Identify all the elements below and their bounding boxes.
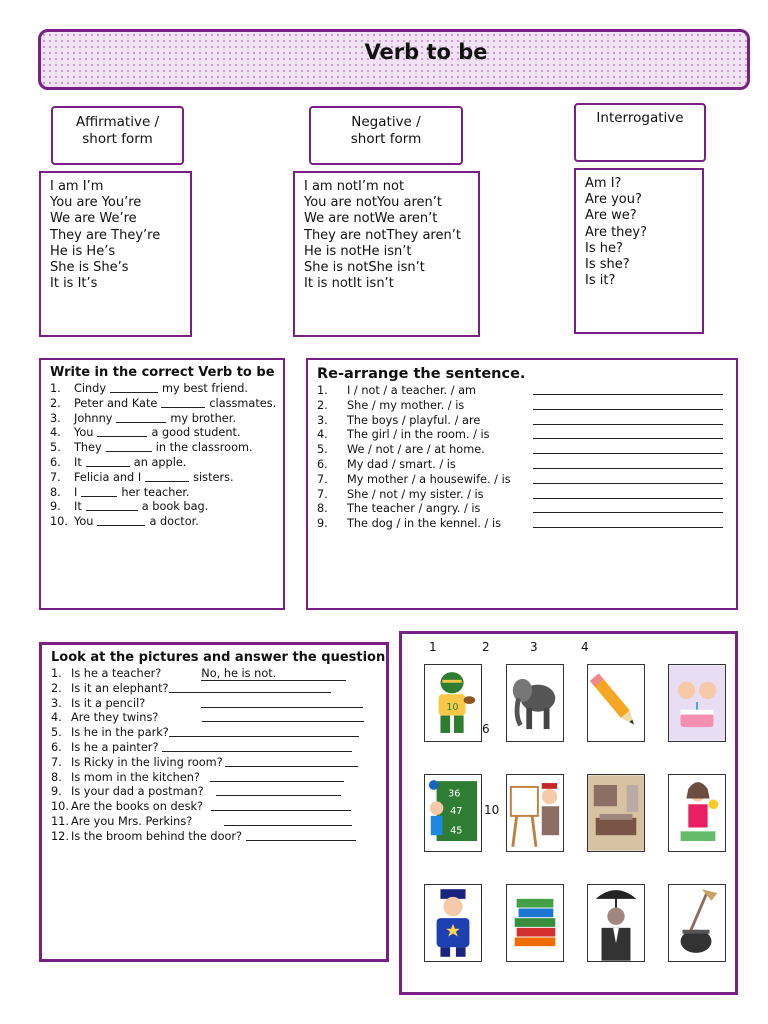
form-line: He is He’s <box>50 243 116 259</box>
item-words: She / my mother. / is <box>347 398 465 412</box>
answer-blank[interactable] <box>533 399 723 410</box>
exercise-list <box>51 667 386 845</box>
answer-blank[interactable] <box>162 741 352 752</box>
item-words: The teacher / angry. / is <box>347 502 481 516</box>
item-number: 7. <box>317 472 328 486</box>
item-words: The dog / in the kennel. / is <box>347 517 501 531</box>
answer-blank[interactable] <box>533 414 723 425</box>
exercise-list <box>50 382 283 530</box>
math-boy-picture <box>424 774 482 852</box>
negative-forms <box>293 171 480 337</box>
item-rest: classmates. <box>209 396 277 410</box>
item-number: 7. <box>51 755 62 769</box>
painter-picture <box>506 774 564 852</box>
form-line: She is notShe isn’t <box>304 260 425 276</box>
item-words: I / not / a teacher. / am <box>347 384 477 397</box>
item-rest: a good student. <box>151 426 241 440</box>
exercise-fill-verb <box>39 358 285 610</box>
exercise-item <box>317 473 736 488</box>
answer-blank[interactable] <box>202 711 364 722</box>
item-number: 5. <box>51 726 62 740</box>
item-number: 2. <box>50 396 61 410</box>
svg-text:45: 45 <box>450 825 463 837</box>
item-number: 6. <box>51 740 62 754</box>
exercise-item <box>317 488 736 503</box>
man-umbrella-picture <box>587 884 645 962</box>
item-rest: a doctor. <box>149 515 199 529</box>
item-subject: You <box>74 515 94 529</box>
item-number: 1. <box>50 382 61 395</box>
form-line: They are They’re <box>50 227 161 243</box>
exercise-list <box>317 384 736 532</box>
answer-blank[interactable] <box>116 412 166 423</box>
item-question: Are you Mrs. Perkins? <box>71 814 193 828</box>
exercise-item <box>317 517 736 532</box>
picture-number: 3 <box>530 640 538 654</box>
form-line: She is She’s <box>50 260 129 276</box>
exercise-title: Re-arrange the sentence. <box>317 366 526 382</box>
picture-number: 6 <box>482 722 490 736</box>
form-line: Is it? <box>585 273 616 289</box>
item-subject: It <box>74 500 82 514</box>
answer-blank[interactable] <box>169 682 331 693</box>
answer-blank[interactable] <box>216 785 341 796</box>
twins-cake-picture <box>668 664 726 742</box>
item-words: She / not / my sister. / is <box>347 487 484 501</box>
form-line: I am I’m <box>50 179 104 194</box>
item-rest: my brother. <box>170 411 236 425</box>
item-number: 3. <box>317 413 328 427</box>
answer-blank[interactable] <box>86 500 138 511</box>
item-number: 5. <box>50 441 61 455</box>
item-number: 4. <box>51 711 62 725</box>
answer-blank[interactable] <box>210 771 344 782</box>
item-number: 10. <box>51 800 69 814</box>
living-room-picture <box>587 774 645 852</box>
item-subject: Felicia and I <box>74 470 142 484</box>
exercise-item <box>51 771 386 786</box>
answer-blank[interactable] <box>533 502 723 513</box>
header-line: short form <box>82 131 153 147</box>
answer-blank[interactable] <box>97 515 145 526</box>
form-line: Are we? <box>585 208 637 224</box>
answer-blank[interactable] <box>110 382 158 393</box>
item-number: 9. <box>50 500 61 514</box>
header-line: Affirmative / <box>75 114 160 130</box>
item-number: 12. <box>51 829 69 843</box>
header-line: Interrogative <box>596 110 684 126</box>
form-line: We are notWe aren’t <box>304 211 438 227</box>
item-words: We / not / are / at home. <box>347 443 485 457</box>
answer-blank[interactable] <box>533 488 723 499</box>
exercise-item <box>51 741 386 756</box>
form-line: We are We’re <box>50 211 137 227</box>
svg-text:36: 36 <box>448 788 461 800</box>
header-line: Negative / <box>351 114 421 130</box>
police-officer-picture <box>424 884 482 962</box>
form-line: Are you? <box>585 192 642 208</box>
item-number: 8. <box>50 485 61 499</box>
item-subject: Cindy <box>74 382 107 395</box>
form-line: I am notI’m not <box>304 179 405 194</box>
mom-kitchen-picture <box>668 774 726 852</box>
answer-blank[interactable] <box>81 486 117 497</box>
item-number: 2. <box>51 681 62 695</box>
exercise-title: Look at the pictures and answer the question <box>51 650 386 665</box>
item-number: 7. <box>50 470 61 484</box>
item-question: Is the broom behind the door? <box>71 829 243 843</box>
answer-text[interactable]: No, he is not. <box>201 667 346 681</box>
item-subject: Peter and Kate <box>74 396 158 410</box>
item-rest: my best friend. <box>162 382 248 395</box>
answer-blank[interactable] <box>86 456 130 467</box>
interrogative-forms <box>574 168 704 334</box>
item-rest: in the classroom. <box>155 441 253 455</box>
form-line: It is notIt isn’t <box>304 276 394 292</box>
answer-blank[interactable] <box>533 443 723 454</box>
form-line: Are they? <box>585 224 648 240</box>
item-number: 9. <box>51 785 62 799</box>
form-line: You are notYou aren’t <box>304 195 443 211</box>
exercise-item <box>50 397 283 412</box>
exercise-item <box>317 384 736 399</box>
exercise-item <box>50 471 283 486</box>
exercise-item <box>50 382 283 397</box>
item-subject: They <box>74 441 102 455</box>
affirmative-header <box>51 106 184 165</box>
answer-blank[interactable] <box>211 800 351 811</box>
item-number: 2. <box>317 398 328 412</box>
exercise-item <box>50 500 283 515</box>
interrogative-header <box>574 103 706 162</box>
exercise-item <box>50 515 283 530</box>
item-rest: her teacher. <box>121 485 190 499</box>
answer-blank[interactable] <box>533 473 723 484</box>
item-question: Is it an elephant? <box>71 681 169 695</box>
exercise-item <box>317 458 736 473</box>
answer-blank[interactable] <box>201 697 363 708</box>
form-line: It is It’s <box>50 276 98 292</box>
form-line: They are notThey aren’t <box>304 227 461 243</box>
item-number: 1. <box>317 384 328 397</box>
exercise-item <box>51 667 386 682</box>
item-number: 5. <box>317 443 328 457</box>
item-subject: Johnny <box>74 411 113 425</box>
form-line: Is he? <box>585 240 623 256</box>
item-subject: I <box>74 485 78 499</box>
item-question: Is Ricky in the living room? <box>71 755 223 769</box>
answer-blank[interactable] <box>225 756 358 767</box>
exercise-item <box>51 682 386 697</box>
exercise-item <box>51 711 386 726</box>
exercise-item <box>317 399 736 414</box>
broom-pot-picture <box>668 884 726 962</box>
exercise-item <box>317 443 736 458</box>
title-banner <box>38 29 750 90</box>
item-number: 6. <box>317 457 328 471</box>
item-subject: You <box>74 426 94 440</box>
header-line: short form <box>350 131 422 147</box>
exercise-pictures-questions <box>39 642 389 962</box>
item-number: 3. <box>51 696 62 710</box>
item-subject: It <box>74 455 82 469</box>
item-question: Is he in the park? <box>71 726 169 740</box>
picture-number: 10 <box>484 803 500 817</box>
item-number: 8. <box>51 770 62 784</box>
item-question: Are the books on desk? <box>71 800 204 814</box>
exercise-item <box>317 502 736 517</box>
svg-text:10: 10 <box>446 701 459 713</box>
picture-number: 4 <box>581 640 589 654</box>
answer-blank[interactable] <box>246 830 356 841</box>
exercise-item <box>317 414 736 429</box>
exercise-item <box>51 726 386 741</box>
item-question: Is he a teacher? <box>71 667 162 680</box>
exercise-item <box>51 800 386 815</box>
item-number: 7. <box>317 487 328 501</box>
item-number: 6. <box>50 455 61 469</box>
exercise-item <box>51 815 386 830</box>
form-line: Is she? <box>585 257 630 273</box>
exercise-item <box>50 456 283 471</box>
exercise-item <box>50 412 283 427</box>
exercise-item <box>51 756 386 771</box>
elephant-picture <box>506 664 564 742</box>
item-question: Is it a pencil? <box>71 696 146 710</box>
item-question: Is mom in the kitchen? <box>71 770 200 784</box>
negative-header <box>309 106 463 165</box>
football-player-picture <box>424 664 482 742</box>
item-rest: a book bag. <box>141 500 209 514</box>
item-question: Is your dad a postman? <box>71 785 204 799</box>
svg-text:47: 47 <box>450 805 463 817</box>
item-number: 3. <box>50 411 61 425</box>
pencil-picture <box>587 664 645 742</box>
affirmative-forms <box>39 171 192 337</box>
form-line: Am I? <box>585 176 622 191</box>
item-words: The girl / in the room. / is <box>347 428 490 442</box>
exercise-item <box>317 428 736 443</box>
item-number: 4. <box>317 428 328 442</box>
exercise-item <box>50 426 283 441</box>
picture-number: 1 <box>429 640 437 654</box>
exercise-item <box>50 486 283 501</box>
answer-blank[interactable] <box>97 426 147 437</box>
item-number: 1. <box>51 667 62 680</box>
item-number: 8. <box>317 502 328 516</box>
answer-blank[interactable] <box>145 471 189 482</box>
item-rest: sisters. <box>193 470 234 484</box>
item-number: 11. <box>51 814 69 828</box>
item-number: 9. <box>317 517 328 531</box>
books-stack-picture <box>506 884 564 962</box>
form-line: You are You’re <box>50 195 142 211</box>
answer-blank[interactable] <box>161 397 205 408</box>
answer-blank[interactable] <box>106 441 152 452</box>
exercise-item <box>51 830 386 845</box>
answer-blank[interactable] <box>169 726 359 737</box>
item-words: The boys / playful. / are <box>347 413 481 427</box>
exercise-item <box>51 785 386 800</box>
pictures-panel <box>399 631 738 995</box>
form-line: He is notHe isn’t <box>304 243 412 259</box>
answer-blank[interactable] <box>533 517 723 528</box>
exercise-item <box>50 441 283 456</box>
answer-blank[interactable] <box>533 384 723 395</box>
item-number: 4. <box>50 426 61 440</box>
item-words: My dad / smart. / is <box>347 457 456 471</box>
answer-blank[interactable] <box>533 458 723 469</box>
page-title: Verb to be <box>364 40 488 64</box>
item-words: My mother / a housewife. / is <box>347 472 511 486</box>
exercise-rearrange <box>306 358 738 610</box>
item-rest: an apple. <box>133 455 187 469</box>
item-question: Is he a painter? <box>71 740 159 754</box>
item-question: Are they twins? <box>71 711 159 725</box>
exercise-title: Write in the correct Verb to be <box>50 365 275 380</box>
picture-number: 2 <box>482 640 490 654</box>
exercise-item <box>51 697 386 712</box>
answer-blank[interactable] <box>224 815 352 826</box>
answer-blank[interactable] <box>533 428 723 439</box>
item-number: 10. <box>50 515 68 529</box>
